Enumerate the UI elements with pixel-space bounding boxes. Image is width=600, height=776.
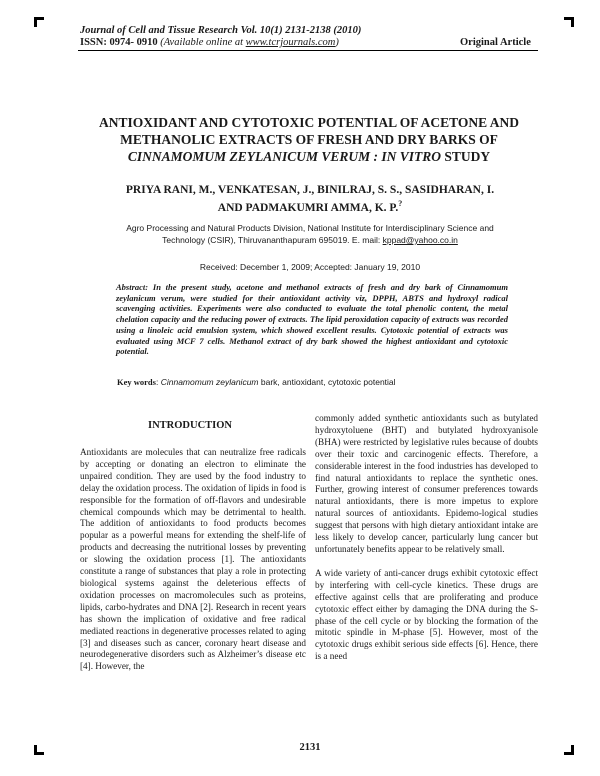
affiliation-address: Technology (CSIR), Thiruvananthapuram 695019. E. mail: [162, 235, 381, 245]
email-link[interactable]: kppad@yahoo.co.in [382, 235, 458, 245]
body-column-right [315, 413, 538, 663]
authors-line-2 [100, 197, 520, 215]
journal-citation: Journal of Cell and Tissue Research Vol. 10(1) 2131-2138 (2010) [80, 25, 362, 36]
abstract [116, 282, 508, 357]
keywords-species: Cinnamomum zeylanicum [160, 377, 259, 387]
availability-close: ) [335, 37, 339, 48]
corner-mark-bottom-right [564, 745, 574, 755]
corner-mark-top-right [564, 17, 574, 27]
availability-text: (Available online at [160, 37, 244, 48]
authors-line-2-text: AND PADMAKUMRI AMMA, K. P. [217, 201, 399, 214]
keywords-colon: : [155, 377, 159, 387]
issn-line [80, 37, 339, 48]
section-heading-introduction: INTRODUCTION [147, 420, 232, 431]
article-type: Original Article [460, 37, 531, 48]
affiliation-line-2 [100, 234, 520, 246]
abstract-text: In the present study, acetone and methanol extracts of fresh and dry bark of Cinnamomum zeylanicum verum, were studied for their antioxidant activity viz, DPPH, ABTS and hydroxyl radical scavenging activities. Experiments were also conducted to evaluate the total phenolic content, the metal chelation capacity and the reducing power of extracts. The lipid peroxidation capacity of extracts was recorded using a linoleic acid emulsion system, which showed excellent results. Cytotoxic potential of extracts was evaluated using MCF 7 cells. Methanol extract of dry bark showed the highest antioxidant and cytotoxic potential. [116, 282, 508, 357]
keywords [117, 377, 509, 387]
paper-title [80, 114, 538, 165]
intro-paragraph-1: Antioxidants are molecules that can neutralize free radicals by accepting or donating an electron to eliminate the unpaired condition. They are used by the food industry to delay the oxidation process. The oxidation of lipids in food is responsible for the formation of off-flavors and undesirable chemical compounds which may be detrimental to health. The addition of antioxidants to food products becomes popular as a powerful means for extending the shelf-life of products and decreasing the nutritional losses by preventing or slowing the oxidation process [1]. The antioxidants constitute a range of substances that play a role in protecting biological systems against the deleterious effects of oxidation processes on macromolecules such as proteins, lipids, carbo-hydrates and DNA [2]. Research in recent years has shown the implication of oxidative and free radical mediated reactions in degenerative processes related to aging [3] and diseases such as cancer, coronary heart disease and neurodegenerative disorders such as Alzheimer’s disease etc [4]. However, the [80, 447, 306, 672]
corner-mark-bottom-left [34, 745, 44, 755]
intro-paragraph-3: A wide variety of anti-cancer drugs exhibit cytotoxic effect by interfering with cell-cycle kinetics. These drugs are effective against cells that are proliferating and produce cytotoxic effect either by damaging the DNA during the S-phase of the cell cycle or by blocking the formation of the mitotic spindle in M-phase [5]. However, most of the cytotoxic drugs exhibit serious side effects [6]. Hence, there is a need [315, 567, 538, 662]
title-study: STUDY [441, 149, 491, 164]
body-column-left [80, 447, 306, 673]
header-divider [78, 50, 538, 51]
affiliation [100, 222, 520, 246]
title-line-1: ANTIOXIDANT AND CYTOTOXIC POTENTIAL OF ACETONE AND [98, 115, 520, 130]
received-dates: Received: December 1, 2009; Accepted: January 19, 2010 [199, 262, 421, 272]
author-list [100, 184, 520, 215]
authors-line-1: PRIYA RANI, M., VENKATESAN, J., BINILRAJ, S. S., SASIDHARAN, I. [125, 184, 495, 196]
abstract-label: Abstract: [116, 282, 149, 292]
title-line-3 [80, 148, 538, 165]
issn-number: ISSN: 0974- 0910 [80, 37, 158, 48]
keywords-rest: bark, antioxidant, cytotoxic potential [258, 377, 396, 387]
affiliation-line-1: Agro Processing and Natural Products Division, National Institute for Interdisciplinary Science and [126, 223, 494, 233]
author-mark: ? [398, 199, 403, 208]
page-number: 2131 [299, 742, 321, 753]
title-line-2: METHANOLIC EXTRACTS OF FRESH AND DRY BARKS OF [120, 132, 498, 147]
keywords-label: Key words [117, 377, 156, 387]
journal-url-link[interactable]: www.tcrjournals.com [245, 37, 336, 48]
corner-mark-top-left [34, 17, 44, 27]
title-species: CINNAMOMUM ZEYLANICUM VERUM : IN VITRO [127, 149, 442, 164]
intro-paragraph-2: commonly added synthetic antioxidants such as butylated hydroxytoluene (BHT) and butylated hydroxyanisole (BHA) were restricted by legislative rules because of doubts over their toxic and carcinogenic effects. Therefore, a considerable interest in the food industries has developed to find natural antioxidants to replace the synthetic ones. Further, growing interest of consumer preferences towards natural antioxidants, there is more impetus to explore natural sources of antioxidants. Epidemo-logical studies suggest that persons with high dietary antioxidant intake are less likely to develop cancer, particularly lung cancer but unfortunately benefits appear to be relatively small. [315, 413, 538, 554]
